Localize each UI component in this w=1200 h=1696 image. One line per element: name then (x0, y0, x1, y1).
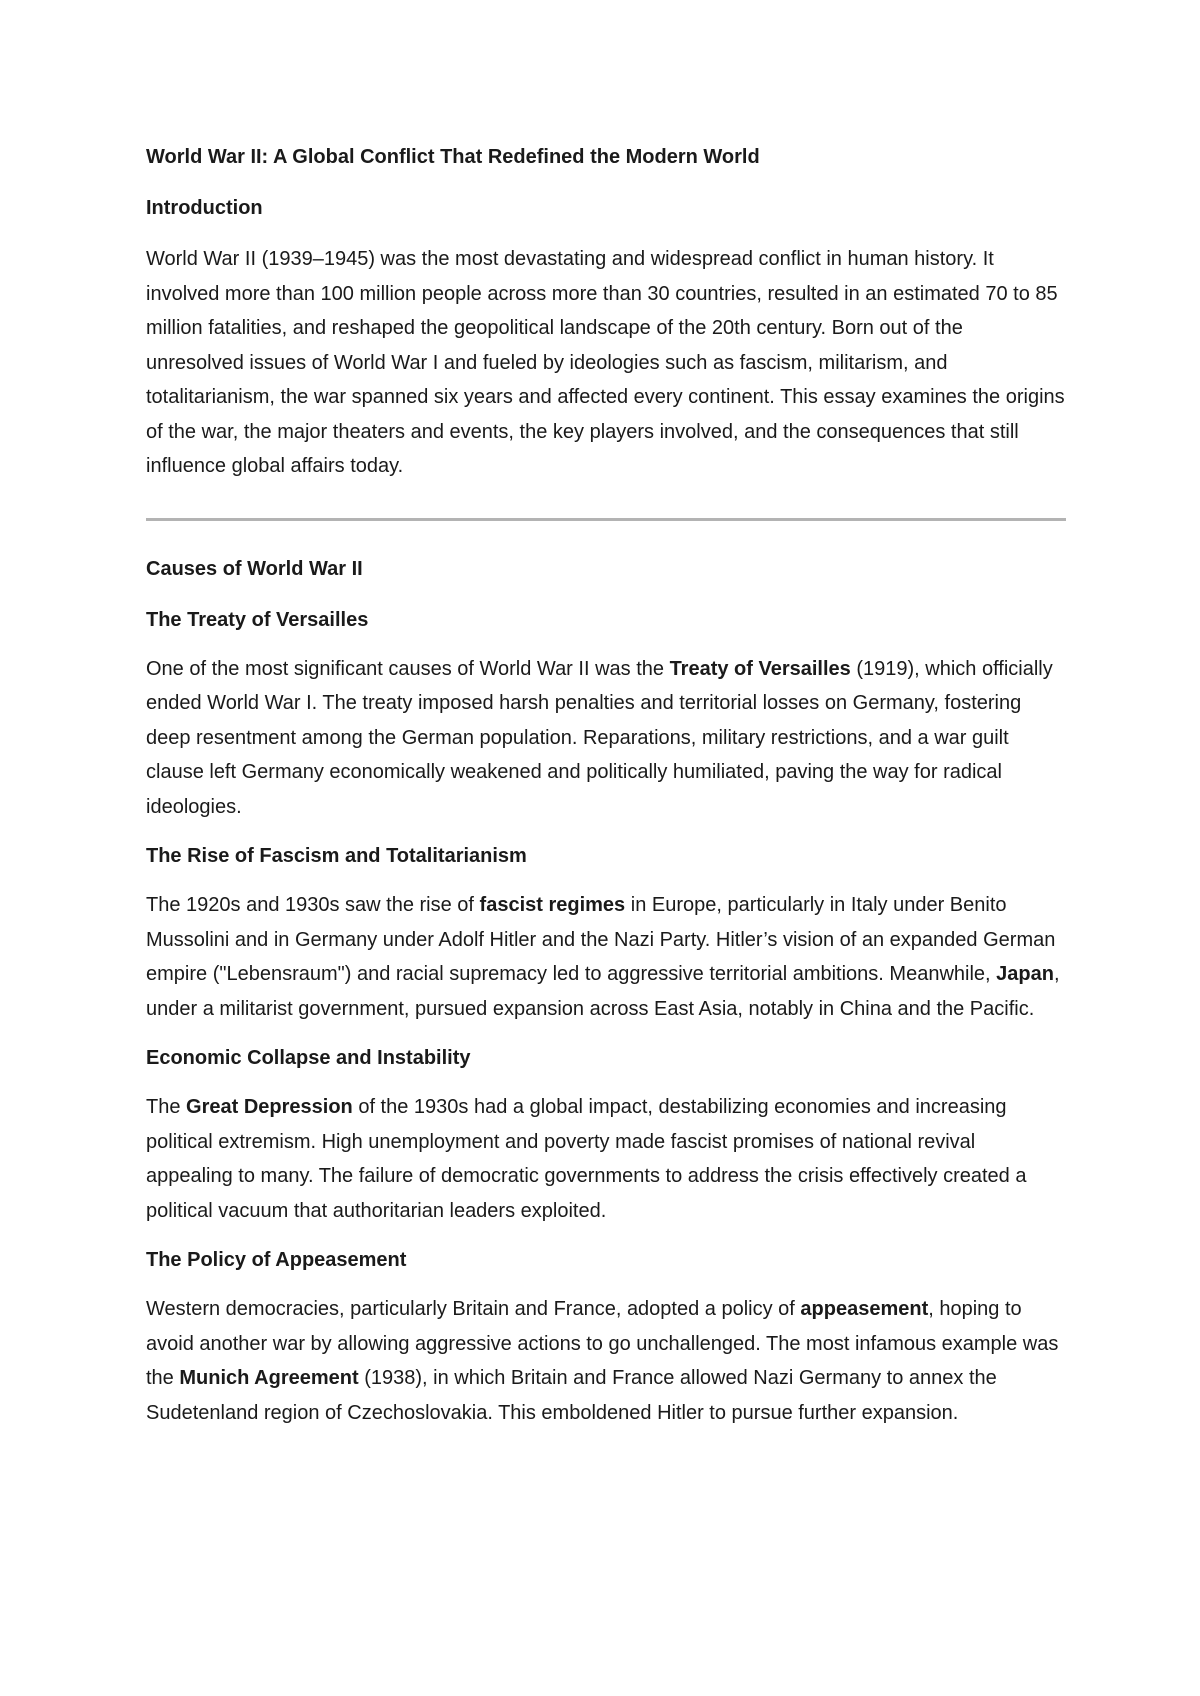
section-divider (146, 518, 1066, 521)
text-run: (1919), which officially ended World War I. The treaty imposed harsh penalties and territorial losses on Germany, fostering deep resentment among the German population. Reparations, military restrictions, and a war guilt clause left Germany economically weakened and politically humiliated, paving the way for radical ideologies. (146, 657, 1053, 818)
appeasement-paragraph (146, 1292, 1066, 1430)
subheading-policy-of-appeasement: The Policy of Appeasement (146, 1249, 407, 1271)
bold-term: appeasement (800, 1298, 929, 1320)
text-run: , under a militarist government, pursued expansion across East Asia, notably in China and the Pacific. (146, 963, 1060, 1020)
introduction-paragraph: World War II (1939–1945) was the most devastating and widespread conflict in human history. It involved more than 100 million people across more than 30 countries, resulted in an estimated 70 to 85 million fatalities, and reshaped the geopolitical landscape of the 20th century. Born out of the unresolved issues of World War I and fueled by ideologies such as fascism, militarism, and totalitarianism, the war spanned six years and affected every continent. This essay examines the origins of the war, the major theaters and events, the key players involved, and the consequences that still influence global affairs today. (146, 248, 1065, 477)
text-run: The 1920s and 1930s saw the rise of (146, 894, 480, 916)
fascism-paragraph (146, 888, 1066, 1026)
bold-term: Treaty of Versailles (669, 657, 851, 680)
text-run: One of the most significant causes of World War II was the (146, 657, 670, 680)
bold-term: Great Depression (186, 1096, 353, 1118)
section-heading-introduction: Introduction (146, 197, 263, 219)
bold-term: Munich Agreement (179, 1367, 359, 1389)
subheading-rise-of-fascism: The Rise of Fascism and Totalitarianism (146, 845, 527, 867)
versailles-paragraph (146, 652, 1066, 825)
text-run: in Europe, particularly in Italy under Benito Mussolini and in Germany under Adolf Hitler and the Nazi Party. Hitler’s vision of an expanded German empire ("Lebensraum") and racial supremacy led to aggressive territorial ambitions. Meanwhile, (146, 894, 1056, 985)
text-run: (1938), in which Britain and France allowed Nazi Germany to annex the Sudetenland region of Czechoslovakia. This emboldened Hitler to pursue further expansion. (146, 1367, 997, 1424)
document-page (146, 140, 1066, 1445)
text-run: The (146, 1096, 187, 1118)
text-run: , hoping to avoid another war by allowing aggressive actions to go unchallenged. The most infamous example was the (146, 1298, 1059, 1389)
document-title: World War II: A Global Conflict That Redefined the Modern World (146, 146, 760, 168)
subheading-economic-collapse: Economic Collapse and Instability (146, 1047, 471, 1069)
text-run: of the 1930s had a global impact, destabilizing economies and increasing political extremism. High unemployment and poverty made fascist promises of national revival appealing to many. The failure of democratic governments to address the crisis effectively created a political vacuum that authoritarian leaders exploited. (146, 1096, 1027, 1222)
bold-term: Japan (996, 963, 1054, 985)
section-heading-causes: Causes of World War II (146, 557, 363, 580)
subheading-treaty-of-versailles: The Treaty of Versailles (146, 608, 369, 631)
text-run: Western democracies, particularly Britain and France, adopted a policy of (146, 1298, 801, 1320)
bold-term: fascist regimes (479, 894, 626, 916)
economic-paragraph (146, 1090, 1066, 1228)
